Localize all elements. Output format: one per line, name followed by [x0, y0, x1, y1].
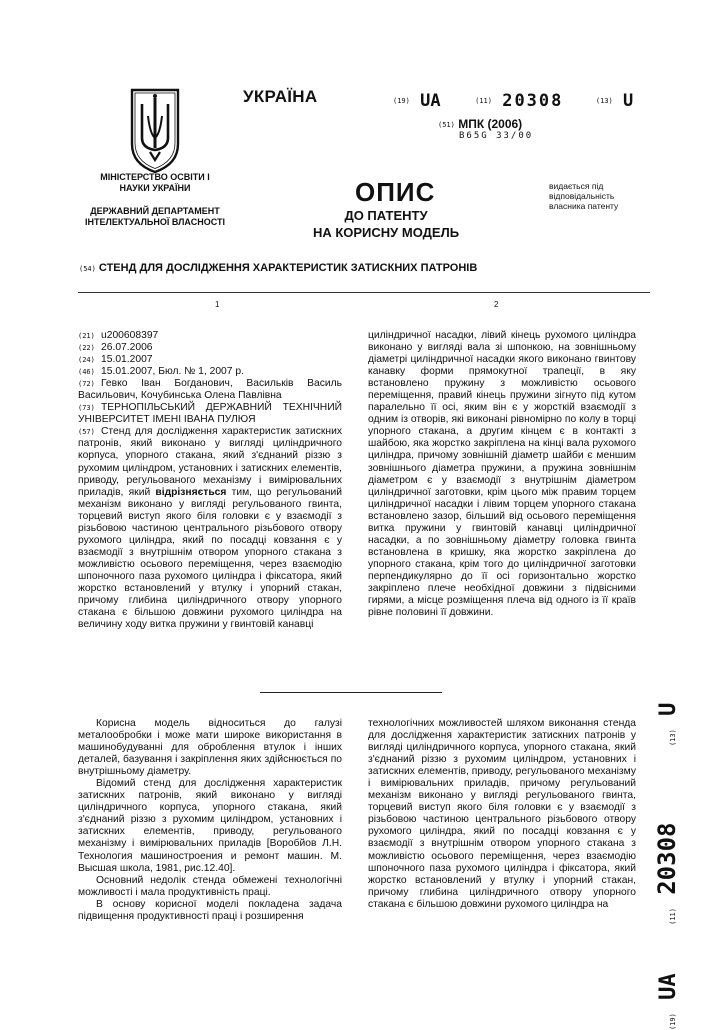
vertical-number-label: (11) [669, 908, 677, 925]
biblio-list [78, 330, 342, 426]
column-number-1: 1 [215, 300, 220, 309]
patent-number: 20308 [502, 91, 564, 111]
claim-continuation: циліндричної насадки, лівий кінець рухомого циліндра виконано у вигляді вала зі шпонкою, на зовнішньому діаметрі циліндричної насадки якого виконано гвинтову канавку форми прямокутної трапеції, в яку встановлено пружину з можливістю осьового переміщення, правий кінець пружини зігнуто під кутом паралельно її осі, яким він є у жорсткій взаємодії з одним із отворів, які виконані рівномірно по колу в торці упорного стакана, а другим кінцем є в контакті з шайбою, яка жорстко закріплена на кінці вала рухомого циліндра, причому зовнішній діаметр шайби є меншим зовнішнього діаметра пружини, а пружина зовнішнім діаметром є у взаємодії з внутрішнім діаметром циліндричної заготовки, крім цього між правим торцем циліндричної насадки і лівим торцем упорного стакана встановлено зазор, більший від осьового переміщення витка пружини у гвинтовій канавці циліндричної насадки, а по зовнішньому діаметру головка гвинта встановлена в кришку, яка жорстко закріплена до упорного стакана, крім того до циліндричної заготовки перпендикулярно до її осі горизонтально жорстко закріплено плече необхідної довжини з підвісними гирями, а місце розміщення плеча від одного із її країв рівне половині її довжини. [368, 330, 636, 619]
biblio-item: (22) 26.07.2006 [78, 342, 153, 354]
claims-column-right [368, 330, 636, 619]
claim-text: (57) Стенд для дослідження характеристик затискних патронів, який виконано у вигляді циліндричного корпуса, упорного стакана, який з'єднаний різзю з рухомим циліндром, установних і затискних елементів, приводу, регульованого механізму і вимірювальних приладів, який відрізняється тим, що регульований механізм виконано у вигляді регульованого гвинта, торцевий виступ якого біля головки є у взаємодії з різьбовою частиною центрального різьбового отвору рухомого циліндра, який по посадці ковзання є у взаємодії з внутрішнім отвором упорного стакана з можливістю осьового переміщення, через взаємодію шпоночного паза рухомого циліндра і фіксатора, який жорстко встановлений у втулку і упорний стакан, причому глибина циліндричного отвору упорного стакана є більшою довжини рухомого циліндра на величину ходу витка пружини у гвинтовій канавці [78, 426, 342, 631]
biblio-item: (24) 15.01.2007 [78, 354, 153, 366]
vertical-patent-number: 20308 [653, 822, 681, 895]
kind-label: (19) [393, 97, 410, 105]
vertical-type-value: U [656, 702, 681, 716]
description-paragraph: В основу корисної моделі покладена задача підвищення продуктивності праці і розширення [78, 898, 342, 922]
type-value: U [623, 91, 634, 111]
kind-value: UA [420, 91, 441, 111]
claim-emphasis: відрізняється [155, 486, 227, 498]
document-subtitle-1: ДО ПАТЕНТУ [344, 208, 428, 223]
ipc-text: МПК (2006) [458, 117, 523, 131]
description-paragraph: технологічних можливостей шляхом виконання стенда для дослідження характеристик затискних патронів у вигляді циліндричного корпуса, упорного стакана, який з'єднаний різзю з рухомим циліндром, установних і затискних елементів, приводу, регульованого механізму і вимірювальних приладів, причому регульований механізм виконано у вигляді регульованого гвинта, торцевий виступ якого біля головки є у взаємодії з різьбовою частиною центрального різьбового отвору рухомого циліндра, який по посадці ковзання є у взаємодії з внутрішнім отвором упорного стакана з можливістю осьового переміщення, через взаємодію шпоночного паза рухомого циліндра і фіксатора, який жорстко встановлений у втулку і упорний стакан, причому глибина циліндричного отвору упорного стакана є більшою довжини рухомого циліндра на [368, 718, 636, 910]
country-name: УКРАЇНА [243, 87, 318, 106]
vertical-document-code [652, 590, 682, 1030]
biblio-item: (21) u200608397 [78, 330, 159, 341]
document-code [393, 91, 633, 111]
header-rule [78, 292, 650, 293]
type-label: (13) [595, 97, 613, 105]
trident-emblem-icon [128, 86, 182, 174]
description-column-left [78, 718, 342, 923]
vertical-kind-label: (19) [669, 1013, 677, 1030]
responsibility-note: видається під відповідальність власника патенту [549, 181, 619, 211]
ipc-label: (51) [438, 120, 455, 129]
title-label: (54) [79, 265, 96, 273]
description-paragraph: Відомий стенд для дослідження характеристик затискних патронів, який виконано у вигляді циліндричного корпуса, упорного стакана, який з'єднаний різзю з рухомим циліндром, установних і затискних елементів, приводу, регульованого механізму і вимірювальних приладів [Воробйов Л.Н. Технология машиностроения и ремонт машин. М. Высшая школа, 1981, рис.12.40]. [78, 778, 342, 874]
document-subtitle-2: НА КОРИСНУ МОДЕЛЬ [312, 225, 460, 240]
description-paragraph: Основний недолік стенда обмежені технологічні можливості і мала продуктивність праці. [78, 874, 342, 898]
department-name: ДЕРЖАВНИЙ ДЕПАРТАМЕНТ ІНТЕЛЕКТУАЛЬНОЇ ВЛАСНОСТІ [85, 206, 225, 227]
title-text: СТЕНД ДЛЯ ДОСЛІДЖЕННЯ ХАРАКТЕРИСТИК ЗАТИСКНИХ ПАТРОНІВ [98, 262, 478, 274]
biblio-item: (73) ТЕРНОПІЛЬСЬКИЙ ДЕРЖАВНИЙ ТЕХНІЧНИЙ УНІВЕРСИТЕТ ІМЕНІ ІВАНА ПУЛЮЯ [78, 402, 342, 426]
section-divider [260, 692, 442, 693]
description-column-right [368, 718, 636, 911]
ministry-name: МІНІСТЕРСТВО ОСВІТИ І НАУКИ УКРАЇНИ [100, 172, 210, 193]
biblio-item: (46) 15.01.2007, Бюл. № 1, 2007 р. [78, 366, 244, 378]
number-label: (11) [475, 97, 492, 105]
ipc-code: B65G 33/00 [459, 131, 534, 141]
vertical-type-label: (13) [669, 729, 677, 747]
ipc-classification [438, 117, 522, 131]
claims-column-left [78, 330, 342, 631]
document-title: ОПИС [355, 177, 436, 207]
vertical-kind-value: UA [656, 973, 681, 1000]
description-paragraph: Корисна модель відноситься до галузі металообробки і може мати широке використання в машинобудуванні для оброблення втулок і інших деталей, базування і закріплення яких здійснюється по внутрішньому діаметру. [78, 718, 342, 778]
invention-title [79, 262, 477, 274]
biblio-item: (72) Гевко Іван Богданович, Васильків Василь Васильович, Кочубинська Олена Павлівна [78, 378, 342, 402]
column-number-2: 2 [494, 300, 499, 309]
